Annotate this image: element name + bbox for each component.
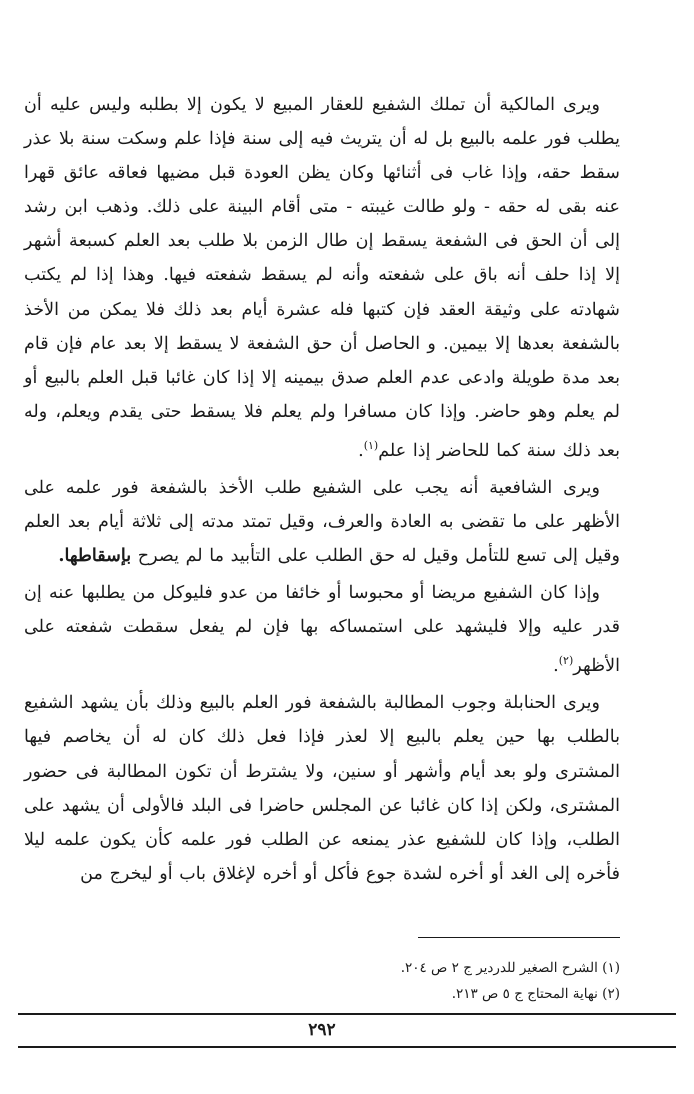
body-text	[24, 88, 620, 891]
page-rule-bottom	[18, 1046, 676, 1048]
paragraph-maliki	[24, 88, 620, 468]
footnote-1: (١) الشرح الصغير للدردير ج ٢ ص ٢٠٤.	[400, 960, 620, 976]
paragraph-text: ويرى الشافعية أنه يجب على الشفيع طلب الأخذ بالشفعة فور علمه على الأظهر على ما تقضى به العادة والعرف، وقيل تمتد مدته إلى ثلاثة أيام بعد العلم وقيل إلى تسع للتأمل وقيل له حق الطلب على التأبيد ما لم يصرح	[24, 477, 620, 567]
page-rule-top	[18, 1013, 676, 1015]
page-number: ٢٩٢	[308, 1020, 336, 1040]
paragraph-text: ويرى المالكية أن تملك الشفيع للعقار المبيع لا يكون إلا بطلبه وليس عليه أن يطلب فور علمه بالبيع بل له أن يتريث فيه إلى سنة فإذا علم وسكت سنة بلا عذر سقط حقه، وإذا غاب فى أثنائها وكان يظن العودة قبل مضيها فعاقه عائق قهرا عنه بقى له حقه - ولو طالت غيبته - متى أقام البينة على ذلك. وذهب ابن رشد إلى أن الحق فى الشفعة يسقط إن طال الزمن بلا طلب بعد العلم كسبعة أشهر إلا إذا حلف أنه باق على شفعته وأنه لم يسقط شفعته فيها. وهذا إذا لم يكتب شهادته على وثيقة العقد فإن كتبها فله عشرة أيام بعد ذلك فلا يمكن من الأخذ بالشفعة بعدها إلا بيمين. و الحاصل أن حق الشفعة لا يسقط إلا بعد عام فإن قام بعد مدة طويلة وادعى عدم العلم صدق بيمينه إلا إذا كان غائبا قبل العلم بالبيع أو لم يعلم وهو حاضر. وإذا كان مسافرا ولم يعلم فلا يسقط حتى يقدم ويعلم، وله بعد ذلك سنة كما للحاضر إذا علم	[24, 95, 620, 461]
footnote-ref-1: (١)	[363, 438, 379, 452]
footnote-ref-2: (٢)	[558, 654, 574, 668]
paragraph-hanbali	[24, 686, 620, 891]
paragraph-suffix: .	[358, 440, 364, 461]
paragraph-shafii	[24, 471, 620, 573]
paragraph-sick-shafii	[24, 576, 620, 683]
paragraph-bold-tail: بإسقاطها.	[58, 545, 132, 567]
paragraph-text: ويرى الحنابلة وجوب المطالبة بالشفعة فور العلم بالبيع وذلك بأن يشهد الشفيع بالطلب بها حين يعلم بالبيع إلا لعذر فإذا فعل ذلك كان له أن يخاصم فيها المشترى ولو بعد أيام وأشهر أو سنين، ولا يشترط أن تكون المطالبة فى حضور المشترى، ولكن إذا كان غائبا عن المجلس حاضرا فى البلد فالأولى أن يشهد على الطلب، وإذا كان للشفيع عذر يمنعه عن الطلب فور علمه كأن يكون علمه ليلا فأخره إلى الغد أو أخره لشدة جوع فأكل أو أخره لإغلاق باب أو ليخرج من	[24, 693, 620, 884]
paragraph-text: وإذا كان الشفيع مريضا أو محبوسا أو خائفا من عدو فليوكل من يطلبها عنه إن قدر عليه وإلا فليشهد على استمساكه بها فإن لم يفعل سقطت شفعته على الأظهر	[24, 583, 620, 677]
paragraph-suffix: .	[553, 656, 559, 677]
footnote-divider	[418, 937, 620, 938]
footnotes	[120, 955, 620, 1007]
footnote-2: (٢) نهاية المحتاج ج ٥ ص ٢١٣.	[451, 986, 620, 1002]
